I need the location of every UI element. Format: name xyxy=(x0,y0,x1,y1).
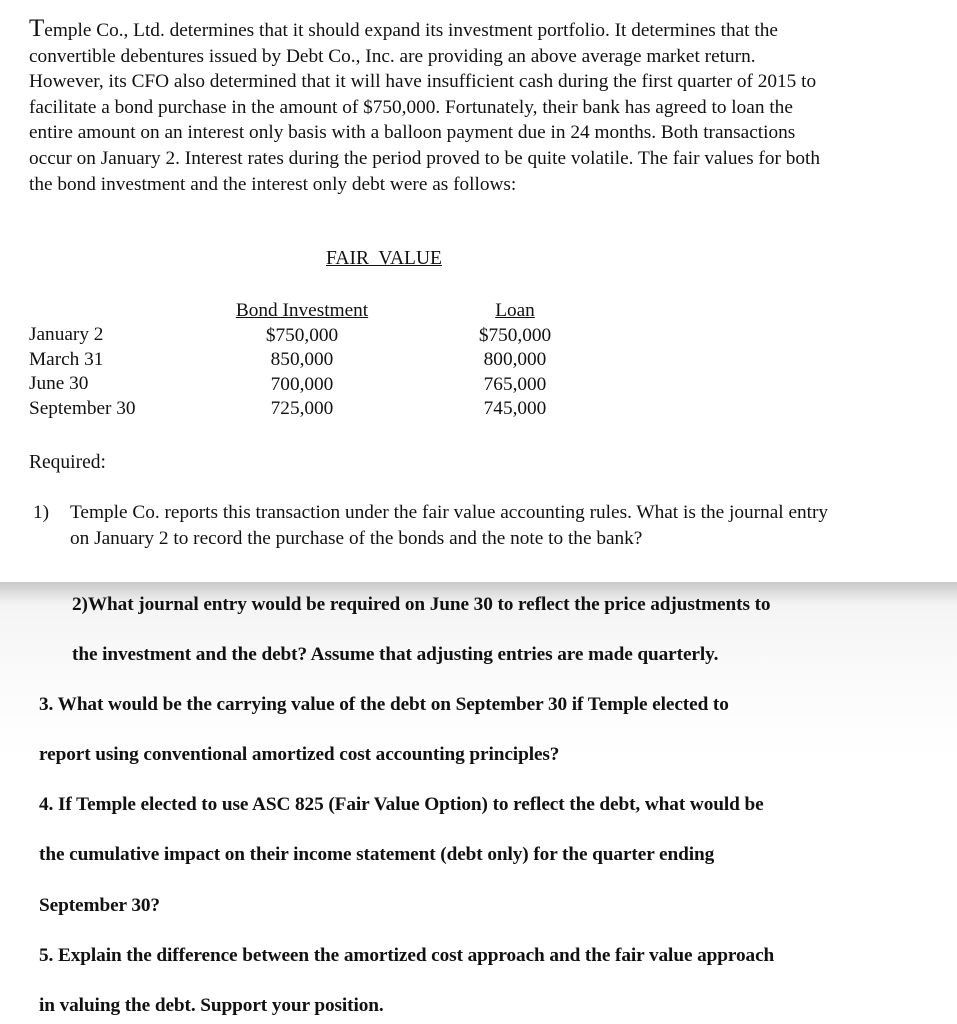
intro-line: entire amount on an interest only basis with a balloon payment due in 24 months. Both transactions xyxy=(29,122,796,144)
table-cell-bond: 700,000 xyxy=(270,373,334,395)
question-5-line: 5. Explain the difference between the amortized cost approach and the fair value approach xyxy=(39,945,775,966)
question-3-line: report using conventional amortized cost accounting principles? xyxy=(39,744,560,765)
required-label: Required: xyxy=(29,452,106,473)
table-row-date: June 30 xyxy=(29,373,89,395)
table-cell-bond: 725,000 xyxy=(270,398,334,420)
table-row-date: March 31 xyxy=(29,348,104,370)
table-cell-bond: 850,000 xyxy=(270,349,334,371)
intro-line: facilitate a bond purchase in the amount of $750,000. Fortunately, their bank has agreed to loan the xyxy=(29,96,793,118)
table-row-date: September 30 xyxy=(29,397,136,419)
question-5-line: in valuing the debt. Support your position. xyxy=(39,995,384,1016)
question-1-line: Temple Co. reports this transaction under the fair value accounting rules. What is the journal entry xyxy=(70,502,829,523)
question-4-line: the cumulative impact on their income statement (debt only) for the quarter ending xyxy=(39,844,715,865)
bond-investment-header: Bond Investment xyxy=(235,300,369,321)
question-1-line: on January 2 to record the purchase of the bonds and the note to the bank? xyxy=(70,527,643,549)
table-cell-loan: 745,000 xyxy=(483,398,547,420)
question-2-line: 2)What journal entry would be required on June 30 to reflect the price adjustments to xyxy=(72,594,771,615)
question-4-line: September 30? xyxy=(39,895,160,916)
table-row-date: January 2 xyxy=(29,324,104,345)
date-column xyxy=(29,323,136,421)
drop-letter: T xyxy=(29,15,45,42)
table-cell-loan: 800,000 xyxy=(483,349,547,371)
bond-investment-column xyxy=(226,299,378,422)
question-1-number: 1) xyxy=(33,502,50,523)
table-cell-loan: 765,000 xyxy=(483,373,547,395)
fair-value-heading: FAIR VALUE xyxy=(326,248,442,269)
question-2-line: the investment and the debt? Assume that adjusting entries are made quarterly. xyxy=(72,644,719,665)
intro-line: occur on January 2. Interest rates during the period proved to be quite volatile. The fair values for both xyxy=(29,147,820,169)
table-cell-bond: $750,000 xyxy=(265,324,339,346)
intro-line: Temple Co., Ltd. determines that it should expand its investment portfolio. It determines that the xyxy=(29,15,778,42)
intro-paragraph xyxy=(29,16,944,197)
loan-header: Loan xyxy=(495,300,535,321)
intro-line: However, its CFO also determined that it will have insufficient cash during the first quarter of 2015 to xyxy=(29,71,817,93)
question-3-line: 3. What would be the carrying value of the debt on September 30 if Temple elected to xyxy=(39,694,729,715)
intro-line: the bond investment and the interest only debt were as follows: xyxy=(29,173,517,195)
questions-section xyxy=(0,582,957,1024)
loan-column xyxy=(470,299,560,422)
intro-line: convertible debentures issued by Debt Co., Inc. are providing an above average market return. xyxy=(29,45,756,67)
table-cell-loan: $750,000 xyxy=(478,324,552,346)
question-4-line: 4. If Temple elected to use ASC 825 (Fair Value Option) to reflect the debt, what would be xyxy=(39,794,764,815)
